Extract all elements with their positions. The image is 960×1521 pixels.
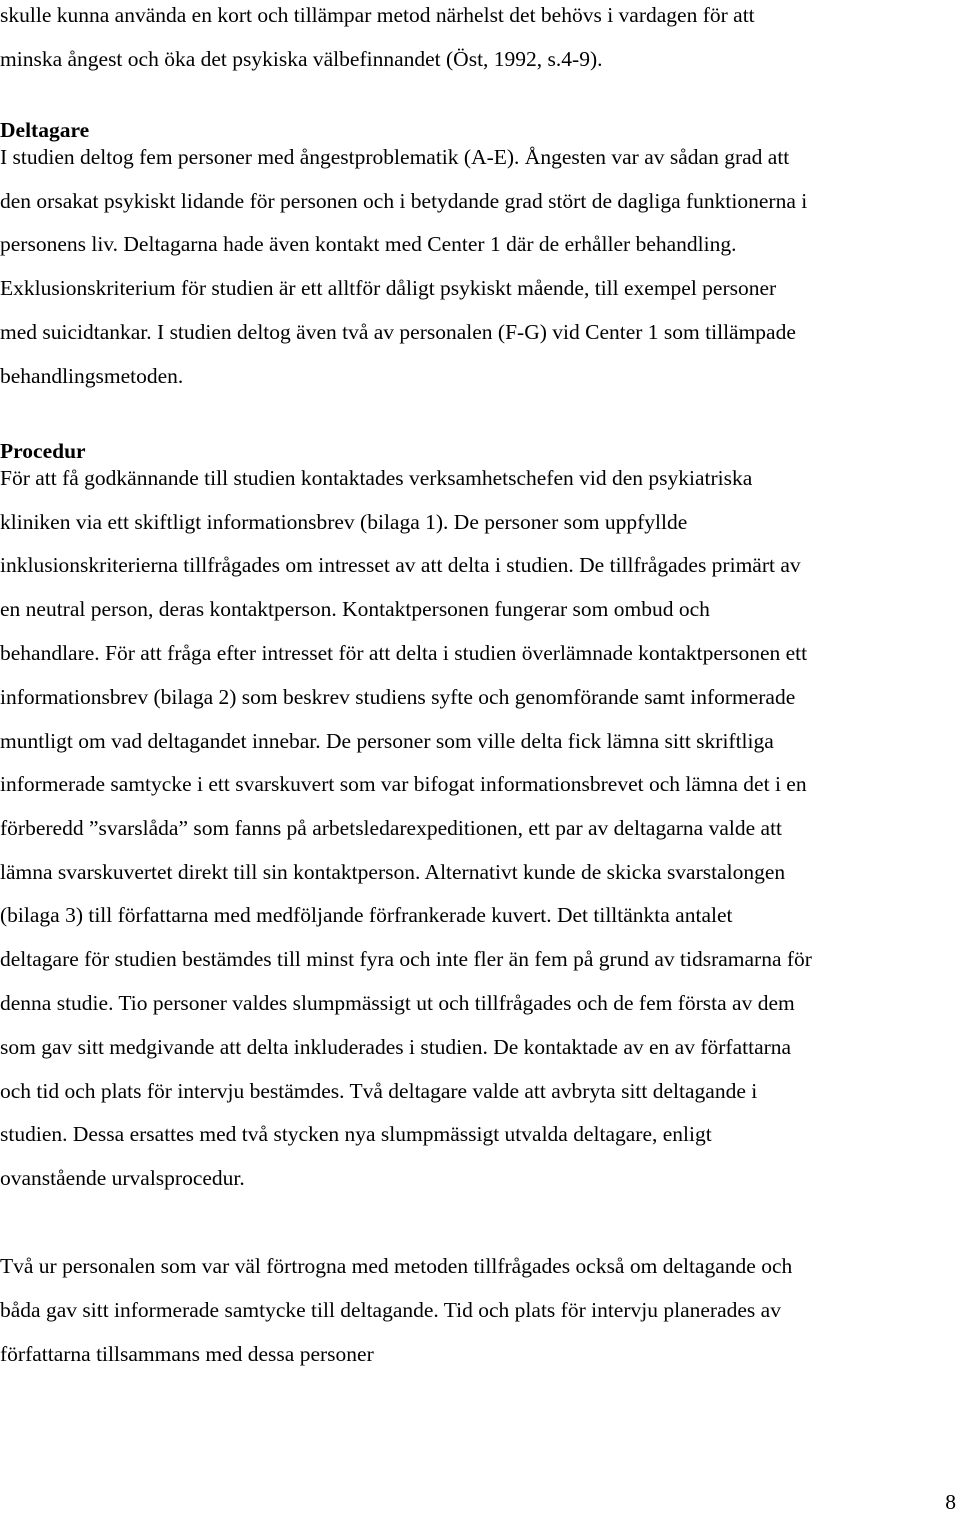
paragraph-line: förberedd ”svarslåda” som fanns på arbetsledarexpeditionen, ett par av deltagarna valde att — [0, 816, 783, 840]
paragraph-line: båda gav sitt informerade samtycke till deltagande. Tid och plats för intervju planerades av — [0, 1298, 781, 1322]
paragraph-line: kliniken via ett skiftligt informationsbrev (bilaga 1). De personer som uppfyllde — [0, 510, 688, 534]
intro-line: minska ångest och öka det psykiska välbefinnandet (Öst, 1992, s.4-9). — [0, 47, 603, 71]
paragraph-line: behandlare. För att fråga efter intresset för att delta i studien överlämnade kontaktpersonen ett — [0, 641, 808, 665]
paragraph-line: lämna svarskuvertet direkt till sin kontaktperson. Alternativt kunde de skicka svarstalongen — [0, 860, 786, 884]
paragraph-line: (bilaga 3) till författarna med medföljande förfrankerade kuvert. Det tilltänkta antalet — [0, 903, 733, 927]
paragraph-line: studien. Dessa ersattes med två stycken nya slumpmässigt utvalda deltagare, enligt — [0, 1122, 712, 1146]
paragraph-line: ovanstående urvalsprocedur. — [0, 1166, 245, 1190]
paragraph-line: denna studie. Tio personer valdes slumpmässigt ut och tillfrågades och de fem första av dem — [0, 991, 795, 1015]
paragraph-line: med suicidtankar. I studien deltog även två av personalen (F-G) vid Center 1 som tillämpade — [0, 320, 796, 344]
paragraph-line: behandlingsmetoden. — [0, 364, 184, 388]
paragraph-line: den orsakat psykiskt lidande för personen och i betydande grad stört de dagliga funktionerna i — [0, 189, 808, 213]
paragraph-line: Två ur personalen som var väl förtrogna med metoden tillfrågades också om deltagande och — [0, 1254, 793, 1278]
page-number: 8 — [945, 1490, 956, 1514]
paragraph-line: som gav sitt medgivande att delta inkluderades i studien. De kontaktade av en av författarna — [0, 1035, 792, 1059]
paragraph-line: en neutral person, deras kontaktperson. Kontaktpersonen fungerar som ombud och — [0, 597, 710, 621]
paragraph-line: I studien deltog fem personer med ångestproblematik (A-E). Ångesten var av sådan grad att — [0, 145, 790, 169]
paragraph-line: personens liv. Deltagarna hade även kontakt med Center 1 där de erhåller behandling. — [0, 232, 737, 256]
paragraph-line: och tid och plats för intervju bestämdes. Två deltagare valde att avbryta sitt deltagande i — [0, 1079, 758, 1103]
intro-line: skulle kunna använda en kort och tillämpar metod närhelst det behövs i vardagen för att — [0, 3, 755, 27]
paragraph-line: inklusionskriterierna tillfrågades om intresset av att delta i studien. De tillfrågades primärt av — [0, 553, 801, 577]
paragraph-line: För att få godkännande till studien kontaktades verksamhetschefen vid den psykiatriska — [0, 466, 753, 490]
section-heading-procedur: Procedur — [0, 439, 86, 463]
paragraph-line: informationsbrev (bilaga 2) som beskrev studiens syfte och genomförande samt informerade — [0, 685, 796, 709]
paragraph-line: deltagare för studien bestämdes till minst fyra och inte fler än fem på grund av tidsramarna för — [0, 947, 812, 971]
paragraph-line: Exklusionskriterium för studien är ett alltför dåligt psykiskt mående, till exempel personer — [0, 276, 777, 300]
paragraph-line: informerade samtycke i ett svarskuvert som var bifogat informationsbrevet och lämna det i en — [0, 772, 807, 796]
section-heading-deltagare: Deltagare — [0, 118, 90, 142]
paragraph-line: muntligt om vad deltagandet innebar. De personer som ville delta fick lämna sitt skriftliga — [0, 729, 774, 753]
paragraph-line: författarna tillsammans med dessa personer — [0, 1342, 374, 1366]
